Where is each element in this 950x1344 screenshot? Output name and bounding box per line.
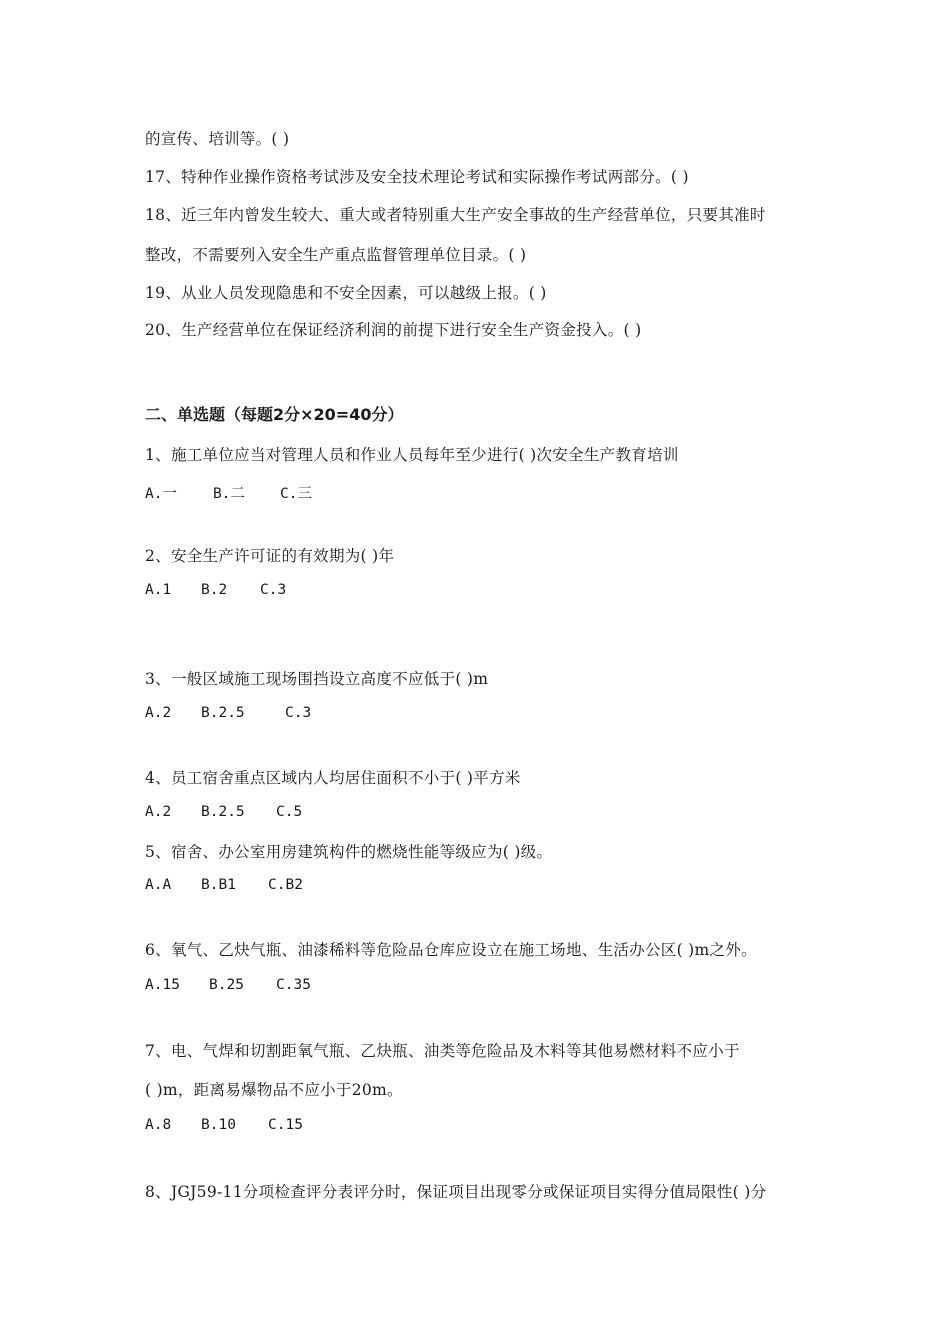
option: A.1 xyxy=(145,582,172,598)
option: B.2.5 xyxy=(201,705,245,721)
option: B.2.5 xyxy=(201,804,245,820)
option: A.一 xyxy=(145,486,177,502)
option: A.A xyxy=(145,877,172,893)
option: B.B1 xyxy=(201,877,236,893)
tf-line: 整改，不需要列入安全生产重点监督管理单位目录。( ) xyxy=(145,246,527,264)
section-title: 二、单选题（每题2分×20=40分） xyxy=(145,405,404,424)
question-text: 8、JGJ59-11分项检查评分表评分时，保证项目出现零分或保证项目实得分值局限性( )分 xyxy=(145,1183,767,1201)
option: C.三 xyxy=(280,486,312,502)
question-text-continued: ( )m，距离易爆物品不应小于20m。 xyxy=(145,1081,403,1099)
option: B.二 xyxy=(213,486,245,502)
tf-line: 19、从业人员发现隐患和不安全因素，可以越级上报。( ) xyxy=(145,284,547,302)
option: A.2 xyxy=(145,705,172,721)
option: C.35 xyxy=(276,977,311,993)
option: B.25 xyxy=(209,977,244,993)
option: C.5 xyxy=(276,804,303,820)
option: B.2 xyxy=(201,582,228,598)
option: A.8 xyxy=(145,1117,172,1133)
option: C.15 xyxy=(268,1117,303,1133)
question-text: 7、电、气焊和切割距氧气瓶、乙炔瓶、油类等危险品及木料等其他易燃材料不应小于 xyxy=(145,1042,740,1060)
option: B.10 xyxy=(201,1117,236,1133)
question-text: 4、员工宿舍重点区域内人均居住面积不小于( )平方米 xyxy=(145,769,521,787)
option: C.B2 xyxy=(268,877,303,893)
question-text: 1、施工单位应当对管理人员和作业人员每年至少进行( )次安全生产教育培训 xyxy=(145,446,679,464)
option: C.3 xyxy=(285,705,312,721)
tf-line: 18、近三年内曾发生较大、重大或者特别重大生产安全事故的生产经营单位，只要其准时 xyxy=(145,206,766,224)
question-text: 6、氧气、乙炔气瓶、油漆稀料等危险品仓库应设立在施工场地、生活办公区( )m之外。 xyxy=(145,941,757,959)
tf-line: 20、生产经营单位在保证经济利润的前提下进行安全生产资金投入。( ) xyxy=(145,321,642,339)
question-text: 2、安全生产许可证的有效期为( )年 xyxy=(145,547,395,565)
option: A.2 xyxy=(145,804,172,820)
question-text: 3、一般区域施工现场围挡设立高度不应低于( )m xyxy=(145,670,489,688)
tf-line: 17、特种作业操作资格考试涉及安全技术理论考试和实际操作考试两部分。( ) xyxy=(145,168,689,186)
option: C.3 xyxy=(260,582,287,598)
question-text: 5、宿舍、办公室用房建筑构件的燃烧性能等级应为( )级。 xyxy=(145,843,553,861)
option: A.15 xyxy=(145,977,180,993)
tf-line: 的宣传、培训等。( ) xyxy=(145,130,290,148)
